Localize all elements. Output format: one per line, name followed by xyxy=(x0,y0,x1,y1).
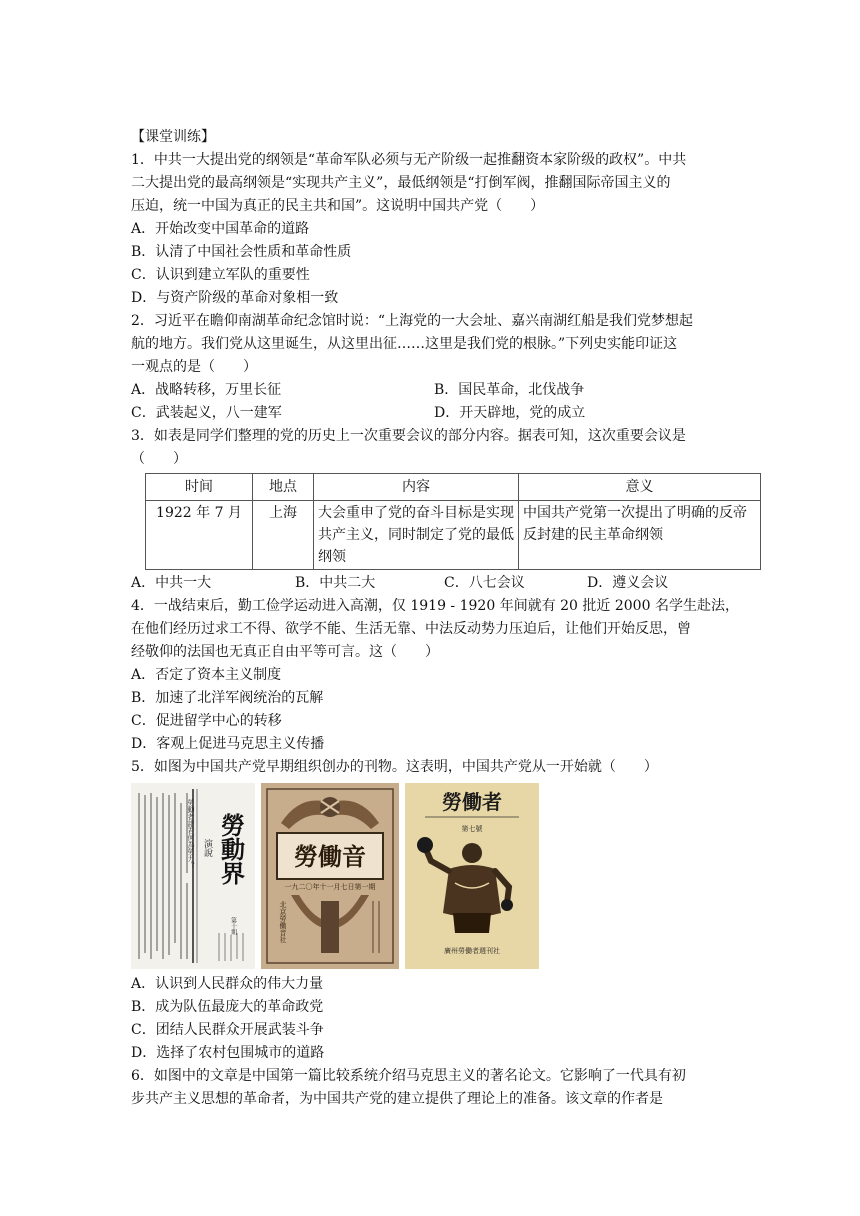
option-c: C．促进留学中心的转移 xyxy=(131,713,282,729)
table-header-cell: 时间 xyxy=(146,474,253,501)
newspaper-image xyxy=(131,783,255,969)
question-text-line: 步共产主义思想的革命者，为中国共产党的建立提供了理论上的准备。该文章的作者是 xyxy=(131,1091,663,1107)
option-d: D．与资产阶级的革命对象相一致 xyxy=(131,290,339,306)
table-header-cell: 内容 xyxy=(314,474,519,501)
option-a: A．中共一大 xyxy=(131,575,212,591)
cover-left-text: 勞動者諸君何為勞力？ xyxy=(187,799,195,869)
question-text-line: 航的地方。我们党从这里诞生，从这里出征……这里是我们党的根脉。”下列史实能印证这 xyxy=(131,336,678,352)
question-3 xyxy=(131,425,747,595)
question-text-line: 5．如图为中国共产党早期组织创办的刊物。这表明，中国共产党从一开始就（ ） xyxy=(131,759,658,775)
question-text-line: 6．如图中的文章是中国第一篇比较系统介绍马克思主义的著名论文。它影响了一代具有初 xyxy=(131,1068,686,1084)
option-b: B．国民革命，北伐战争 xyxy=(434,382,585,398)
option-c: C．八七会议 xyxy=(444,575,525,591)
option-d: D．遵义会议 xyxy=(587,575,669,591)
question-text-line: 一观点的是（ ） xyxy=(131,359,257,375)
question-text-line: 3．如表是同学们整理的党的历史上一次重要会议的部分内容。据表可知，这次重要会议是 xyxy=(131,428,686,444)
option-c: C．武装起义，八一建军 xyxy=(131,405,282,421)
question-1 xyxy=(131,149,737,310)
question-text-line: 在他们经历过求工不得、欲学不能、生活无靠、中法反动势力压迫后，让他们开始反思，曾 xyxy=(131,621,691,637)
question-text-line: 经敬仰的法国也无真正自由平等可言。这（ ） xyxy=(131,644,439,660)
option-b: B．中共二大 xyxy=(295,575,376,591)
question-2 xyxy=(131,310,737,425)
option-c: C．认识到建立军队的重要性 xyxy=(131,267,310,283)
option-b: B．认清了中国社会性质和革命性质 xyxy=(131,244,352,260)
periodical-image xyxy=(261,783,399,969)
title-text: 勞働音 xyxy=(294,842,366,871)
question-5 xyxy=(131,756,737,1065)
periodical-images xyxy=(131,783,737,969)
option-a: A．否定了资本主义制度 xyxy=(131,667,282,683)
question-text-line: （ ） xyxy=(131,451,187,467)
option-row xyxy=(131,402,737,425)
table-row xyxy=(146,501,761,570)
question-6 xyxy=(131,1065,737,1111)
section-heading: 【课堂训练】 xyxy=(131,129,215,145)
bottom-line-text: 廣州勞働者週刊社 xyxy=(444,947,500,955)
table-header-row xyxy=(146,474,761,501)
issue-line-text: 第七號 xyxy=(461,825,483,833)
laodongzhe-cover xyxy=(405,783,539,969)
option-d: D．客观上促进马克思主义传播 xyxy=(131,736,325,752)
table-cell: 中国共产党第一次提出了明确的反帝反封建的民主革命纲领 xyxy=(519,501,761,570)
exercise-content xyxy=(131,126,747,1111)
option-a: A．开始改变中国革命的道路 xyxy=(131,221,310,237)
laodongyin-cover xyxy=(261,783,399,969)
option-b: B．成为队伍最庞大的革命政党 xyxy=(131,999,324,1015)
question-text-line: 1．中共一大提出党的纲领是“革命军队必须与无产阶级一起推翻资本家阶级的政权”。中共 xyxy=(131,152,687,168)
question-text-line: 4．一战结束后，勤工俭学运动进入高潮，仅 1919 - 1920 年间就有 20 批近 2000 名学生赴法， xyxy=(131,598,739,614)
table-cell: 大会重申了党的奋斗目标是实现共产主义，同时制定了党的最低纲领 xyxy=(314,501,519,570)
option-a: A．认识到人民群众的伟大力量 xyxy=(131,976,324,992)
option-d: D．选择了农村包围城市的道路 xyxy=(131,1045,325,1061)
option-b: B．加速了北洋军阀统治的瓦解 xyxy=(131,690,324,706)
option-a: A．战略转移，万里长征 xyxy=(131,382,282,398)
question-text-line: 压迫，统一中国为真正的民主共和国”。这说明中国共产党（ ） xyxy=(131,198,545,214)
question-4 xyxy=(131,595,737,756)
title-text: 勞働者 xyxy=(442,790,502,814)
meeting-table xyxy=(145,473,761,570)
question-text-line: 二大提出党的最高纲领是“实现共产主义”，最低纲领是“打倒军阀，推翻国际帝国主义的 xyxy=(131,175,671,191)
table-cell: 上海 xyxy=(253,501,314,570)
side-title-text: 演說 xyxy=(202,839,212,857)
option-c: C．团结人民群众开展武装斗争 xyxy=(131,1022,324,1038)
option-row xyxy=(131,572,737,595)
question-text-line: 2．习近平在瞻仰南湖革命纪念馆时说：“上海党的一大会址、嘉兴南湖红船是我们党梦想起 xyxy=(131,313,694,329)
date-line-text: 一九二〇年十一月七日第一期 xyxy=(284,883,376,891)
periodical-image xyxy=(405,783,539,969)
table-header-cell: 地点 xyxy=(253,474,314,501)
table-header-cell: 意义 xyxy=(519,474,761,501)
side-text: 北京勞働音社 xyxy=(279,901,287,943)
issue-text: 第十期 xyxy=(229,917,237,935)
table-cell: 1922 年 7 月 xyxy=(146,501,253,570)
title-text: 勞動界 xyxy=(216,813,246,885)
laodongjie-cover xyxy=(131,783,255,969)
option-d: D．开天辟地，党的成立 xyxy=(434,405,586,421)
option-row xyxy=(131,379,737,402)
